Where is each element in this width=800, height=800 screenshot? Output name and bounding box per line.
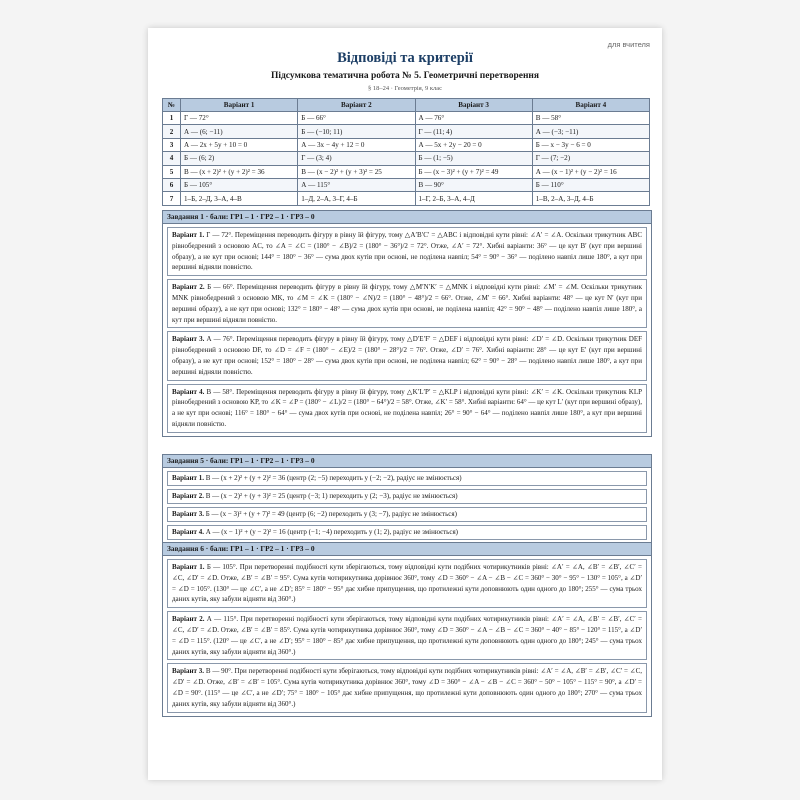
table-cell: 6 [163,178,181,191]
variant-label: Варіант 1. [172,231,205,239]
variant-text: В — (x + 2)² + (y + 2)² = 36 (центр (2; −5) переходить у (−2; −2), радіус не змінюється) [205,474,462,482]
teacher-label: для вчителя [607,40,650,49]
table-cell: А — 76° [415,112,532,125]
answer-sheet-page [148,28,662,780]
table-row [163,112,650,125]
variant-text: А — 115°. При перетворенні подібності кути зберігаються, тому відповідні кути подібних чотирикутників рівні: ∠A′ = ∠A, ∠B′ = ∠B′, ∠C′ = ∠C, ∠D′ = ∠D. Отже, ∠B′ = ∠B′ = 85°. Сума кутів чотирикутника дорівнює 360°, тому ∠D = 360° − ∠A − ∠B − ∠C = 360° − 40° − 85° − 120° = 115°, а ∠D′ = ∠D = 115°. (120° — це ∠C′, а не ∠D′; 95° = 180° − 85° дає хибне припущення, що протилежні кути доповнюють один одного до 180°; 245° — сума трьох даних кутів, яку забули відняти від 360°.) [172,615,643,656]
table-cell: Б — (1; −5) [415,152,532,165]
task-6-variant-2 [167,611,647,660]
task-5-header: Завдання 5 · бали: ГР1 – 1 · ГР2 – 1 · ГР3 – 0 [163,455,651,468]
table-cell: Б — (−10; 11) [298,125,415,138]
table-cell: Б — 110° [532,178,649,191]
column-header: № [163,99,181,112]
column-header: Варіант 2 [298,99,415,112]
table-cell: 5 [163,165,181,178]
table-cell: Б — (6; 2) [181,152,298,165]
table-row [163,165,650,178]
task-1-variant-1 [167,227,647,276]
table-cell: В — 58° [532,112,649,125]
variant-text: В — (x − 2)² + (y + 3)² = 25 (центр (−3; 1) переходить у (2; −3), радіус не змінюється) [205,492,458,500]
variant-text: А — (x − 1)² + (y − 2)² = 16 (центр (−1; −4) переходить у (1; 2), радіус не змінюється) [205,528,458,536]
task-5-variant-3 [167,507,647,522]
task-6-header: Завдання 6 · бали: ГР1 – 1 · ГР2 – 1 · ГР3 – 0 [163,543,651,556]
variant-label: Варіант 2. [172,615,205,624]
page-subtitle: Підсумкова тематична робота № 5. Геометричні перетворення [270,71,540,81]
variant-text: А — 76°. Переміщення переводить фігуру в рівну їй фігуру, тому △D′E′F′ = △DEF і відповідні кути рівні: ∠D′ = ∠D. Оскільки трикутник DEF рівнобедрений з основою DF, то ∠D = ∠F = (180° − ∠E)/2 = (180° − 28°)/2 = 76°. Отже, ∠D′ = 76°. Хибні варіанти: 28° — це кут E′ (кут при вершині образу), а не кут при основі; 152° = 180° − 28° — сума двох кутів при основі, не поділена навпіл; 62° = 90° − 28° — поділено навпіл лише 180°, а кут при вершині відняли повністю. [172,335,643,376]
task-1-block [162,210,652,437]
table-row [163,125,650,138]
task-5-variant-2 [167,489,647,504]
task-5-block [162,454,652,544]
table-cell: 1 [163,112,181,125]
variant-label: Варіант 2. [172,492,204,500]
table-cell: В — (x + 2)² + (y + 2)² = 36 [181,165,298,178]
task-1-variant-2 [167,279,647,328]
task-6-variant-1 [167,559,647,608]
table-cell: Б — 105° [181,178,298,191]
table-cell: А — (x − 1)² + (y − 2)² = 16 [532,165,649,178]
table-cell: Г — (11; 4) [415,125,532,138]
table-cell: А — (6; −11) [181,125,298,138]
variant-label: Варіант 1. [172,563,205,571]
variant-label: Варіант 4. [172,528,204,536]
table-cell: Г — 72° [181,112,298,125]
variant-text: Б — 66°. Переміщення переводить фігуру в рівну їй фігуру, тому △M′N′K′ = △MNK і відповідні кути рівні: ∠M′ = ∠M. Оскільки трикутник MNK рівнобедрений з основою MK, то ∠M = ∠K = (180° − ∠N)/2 = (180° − 48°)/2 = 66°. Отже, ∠M′ = 66°. Хибні варіанти: 48° — це кут N′ (кут при вершині образу), а не кут при основі; 132° = 180° − 48° — сума двох кутів при основі, не поділена навпіл; 42° = 90° − 48° — поділено навпіл лише 180°, а кут при вершині відняли повністю. [172,283,643,324]
table-cell: Г — (7; −2) [532,152,649,165]
task-1-variant-4 [167,384,647,433]
variant-text: В — 90°. При перетворенні подібності кути зберігаються, тому відповідні кути подібних чотирикутників рівні: ∠A′ = ∠A, ∠B′ = ∠B′, ∠C′ = ∠C, ∠D′ = ∠D. Отже, ∠B′ = ∠B′ = 105°. Сума кутів чотирикутника дорівнює 360°, тому ∠D = 360° − ∠A − ∠B − ∠C = 360° − 50° − 105° − 115° = 90°, а ∠D′ = ∠D = 90°. (115° — це ∠C′, а не ∠D′; 75° = 180° − 105° дає хибне припущення, що протилежні кути доповнюють один одного до 180°; 270° — сума трьох даних кутів, яку забули відняти від 360°.) [172,667,643,708]
table-cell: А — 2x + 5y + 10 = 0 [181,138,298,151]
table-cell: Б — (x − 3)² + (y + 7)² = 49 [415,165,532,178]
variant-label: Варіант 3. [172,335,205,344]
task-1-variant-3 [167,331,647,380]
variant-label: Варіант 3. [172,510,204,518]
page-title: Відповіді та критерії [337,50,473,66]
table-cell: 1–Д, 2–А, 3–Г, 4–Б [298,192,415,205]
answers-table [162,98,650,206]
table-row [163,192,650,205]
table-cell: В — (x − 2)² + (y + 3)² = 25 [298,165,415,178]
table-cell: 1–Г, 2–Б, 3–А, 4–Д [415,192,532,205]
table-cell: В — 90° [415,178,532,191]
task-6-block [162,542,652,717]
table-cell: 4 [163,152,181,165]
column-header: Варіант 1 [181,99,298,112]
task-5-variant-1 [167,471,647,486]
variant-label: Варіант 4. [172,387,205,396]
section-reference: § 18–24 · Геометрія, 9 клас [367,85,443,92]
table-cell: 1–Б, 2–Д, 3–А, 4–В [181,192,298,205]
variant-text: Б — (x − 3)² + (y + 7)² = 49 (центр (6; −2) переходить у (3; −7), радіус не змінюється) [205,510,457,518]
table-cell: Б — x − 3y − 6 = 0 [532,138,649,151]
variant-text: В — 58°. Переміщення переводить фігуру в рівну їй фігуру, тому △K′L′P′ = △KLP і відповідні кути рівні: ∠K′ = ∠K. Оскільки трикутник KLP рівнобедрений з основою KP, то ∠K = ∠P = (180° − ∠L)/2 = (180° − 64°)/2 = 58°. Отже, ∠K′ = 58°. Хибні варіанти: 64° — це кут L′ (кут при вершині образу), а не кут при основі; 116° = 180° − 64° — сума двох кутів при основі, не поділена навпіл; 26° = 90° − 64° — поділено навпіл лише 180°, а кут при вершині відняли повністю. [172,387,642,428]
task-5-variant-4 [167,525,647,540]
variant-label: Варіант 2. [172,283,205,292]
table-cell: 1–В, 2–А, 3–Д, 4–Б [532,192,649,205]
table-cell: Г — (3; 4) [298,152,415,165]
table-cell: А — (−3; −11) [532,125,649,138]
table-cell: 7 [163,192,181,205]
table-row [163,178,650,191]
variant-label: Варіант 3. [172,667,205,676]
table-cell: А — 115° [298,178,415,191]
table-header-row [163,99,650,112]
table-cell: 3 [163,138,181,151]
table-cell: А — 3x − 4y + 12 = 0 [298,138,415,151]
table-cell: А — 5x + 2y − 20 = 0 [415,138,532,151]
table-row [163,152,650,165]
table-row [163,138,650,151]
task-1-header: Завдання 1 · бали: ГР1 – 1 · ГР2 – 1 · ГР3 – 0 [163,211,651,224]
column-header: Варіант 4 [532,99,649,112]
table-cell: Б — 66° [298,112,415,125]
task-6-variant-3 [167,663,647,712]
variant-text: Г — 72°. Переміщення переводить фігуру в рівну їй фігуру, тому △A′B′C′ = △ABC і відповідні кути рівні: ∠A′ = ∠A. Оскільки трикутник ABC рівнобедрений з основою AC, то ∠A = ∠C = (180° − ∠B)/2 = (180° − 36°)/2 = 72°. Отже, ∠A′ = 72°. Хибні варіанти: 36° — це кут B′ (кут при вершині образу), а не кут при основі; 144° = 180° − 36° — сума двох кутів при основі, не поділена навпіл; 54° = 90° − 36° — поділено навпіл лише 180°, а кут при вершині відняли повністю. [172,231,642,272]
column-header: Варіант 3 [415,99,532,112]
table-cell: 2 [163,125,181,138]
variant-label: Варіант 1. [172,474,204,482]
variant-text: Б — 105°. При перетворенні подібності кути зберігаються, тому відповідні кути подібних чотирикутників рівні: ∠A′ = ∠A, ∠B′ = ∠B′, ∠C′ = ∠C, ∠D′ = ∠D. Отже, ∠B′ = ∠B′ = 95°. Сума кутів чотирикутника дорівнює 360°, тому ∠D = 360° − ∠A − ∠B − ∠C = 360° − 30° − 95° − 130° = 105°, а ∠D′ = ∠D = 105°. (130° — це ∠C′, а не ∠D′; 85° = 180° − 95° дає хибне припущення, що протилежні кути доповнюють один одного до 180°; 255° — сума трьох даних кутів, яку забули відняти від 360°.) [172,563,642,604]
